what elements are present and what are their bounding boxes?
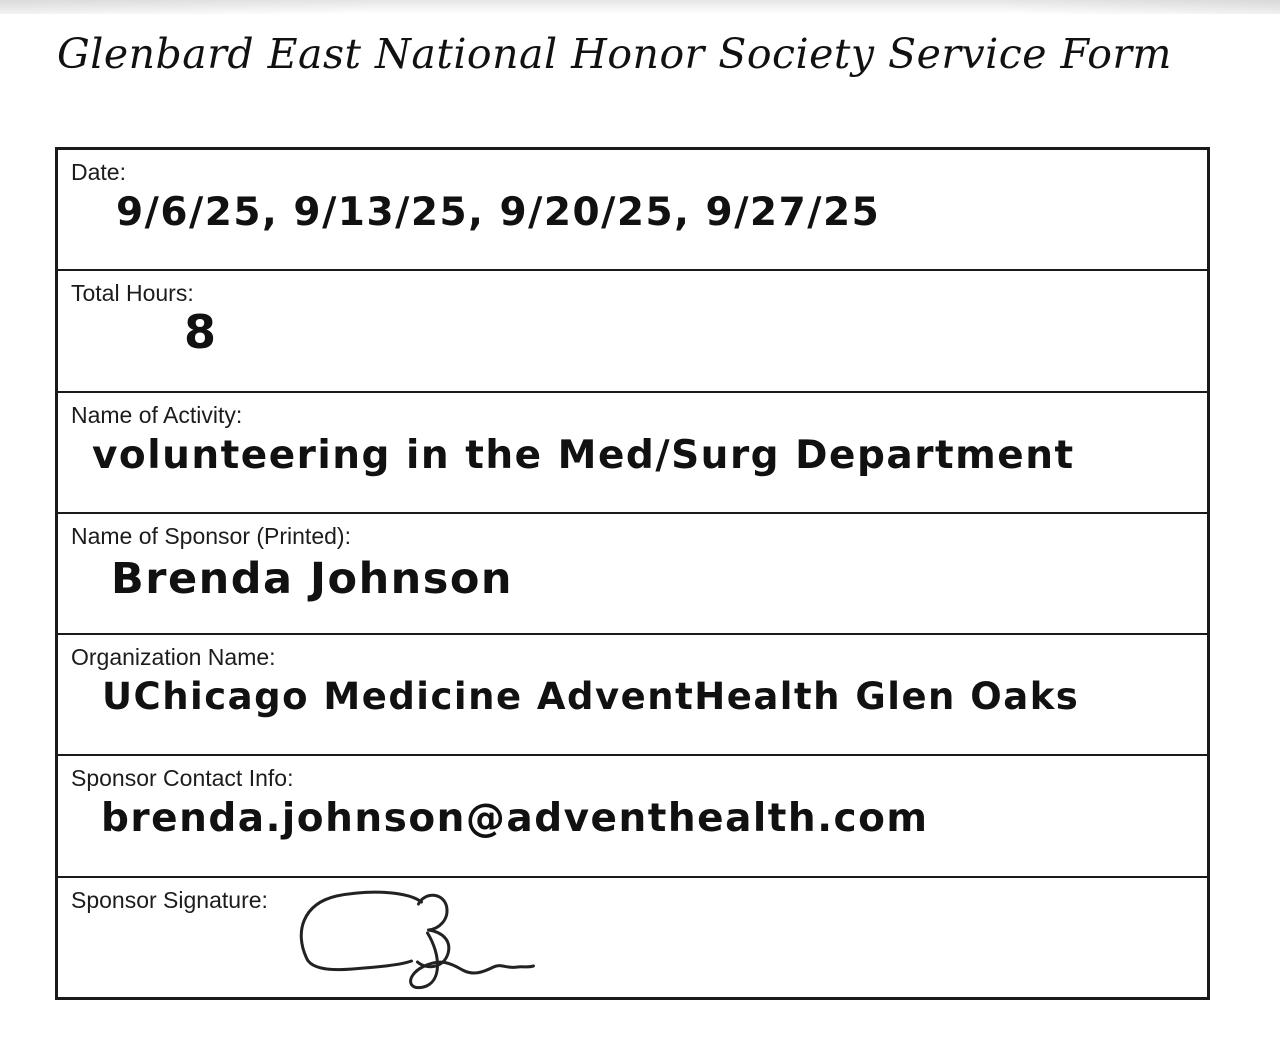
field-label-activity: Name of Activity: [71, 401, 243, 428]
field-value-sponsor-name-handwritten: Brenda Johnson [111, 553, 514, 604]
field-value-date-handwritten: 9/6/25, 9/13/25, 9/20/25, 9/27/25 [116, 190, 881, 235]
scan-shading [0, 0, 1280, 14]
form-row-contact-info [58, 756, 1207, 877]
field-label-date: Date: [71, 159, 126, 185]
form-row-organization [58, 635, 1207, 756]
page-title: Glenbard East National Honor Society Service Form [57, 30, 1172, 78]
field-value-contact-info-handwritten: brenda.johnson@adventhealth.com [101, 796, 929, 842]
form-row-signature [58, 878, 1207, 997]
service-form-table [55, 147, 1210, 1000]
form-row-total-hours [58, 271, 1207, 392]
field-label-signature: Sponsor Signature: [71, 886, 268, 913]
field-value-activity-handwritten: volunteering in the Med/Surg Department [92, 432, 1075, 478]
field-value-total-hours-handwritten: 8 [184, 305, 218, 360]
form-row-sponsor-name [58, 514, 1207, 635]
field-value-organization-handwritten: UChicago Medicine AdventHealth Glen Oaks [102, 675, 1080, 719]
form-row-activity [58, 393, 1207, 514]
field-label-contact-info: Sponsor Contact Info: [71, 765, 294, 792]
field-label-total-hours: Total Hours: [71, 280, 194, 307]
sponsor-signature-scribble [288, 888, 543, 993]
form-row-date [58, 150, 1207, 271]
field-label-sponsor-name: Name of Sponsor (Printed): [71, 522, 351, 549]
field-label-organization: Organization Name: [71, 644, 276, 671]
